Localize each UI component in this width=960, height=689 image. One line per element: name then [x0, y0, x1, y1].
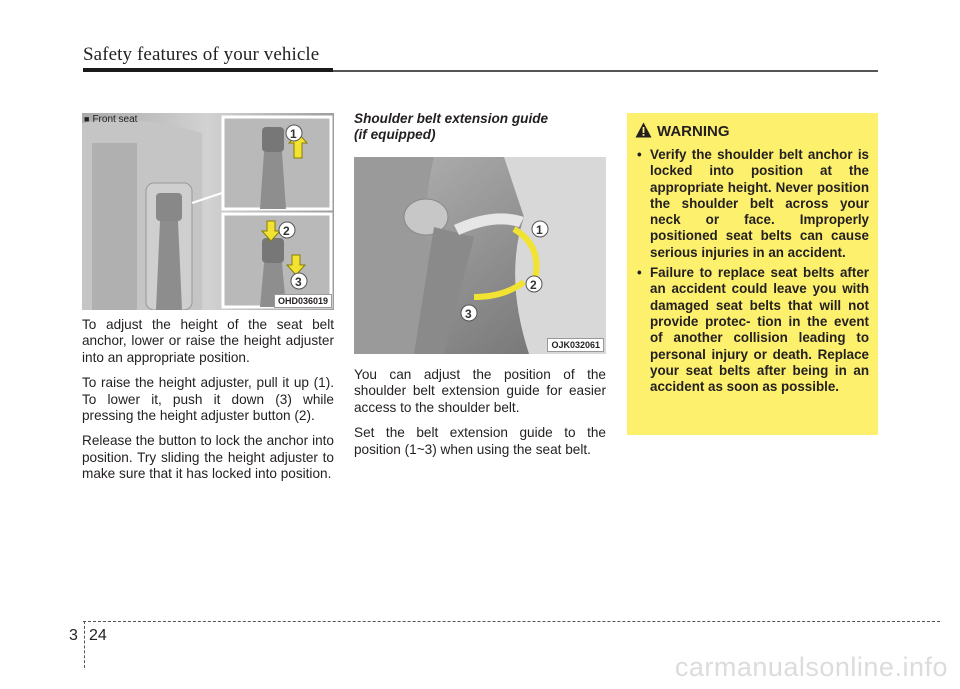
footer-rule — [83, 621, 940, 622]
paragraph: Set the belt extension guide to the position (1~3) when using the seat belt. — [354, 425, 606, 457]
figure-caption: ■ Front seat — [84, 114, 138, 125]
page-number: 24 — [89, 627, 107, 644]
paragraph: You can adjust the position of the shoulder belt extension guide for easier access to the shoulder belt. — [354, 367, 606, 415]
chapter-number: 3 — [69, 627, 78, 644]
header-title: Safety features of your vehicle — [83, 44, 320, 65]
warning-heading: WARNING — [657, 123, 730, 140]
list-item: • Failure to replace seat belts after an accident could leave you with damaged seat belts that will not provide protec- tion in the event of another collision leading to personal injury or death. Replace your seat belts after being in an accident as soon as possible. — [637, 265, 869, 395]
left-column-text — [82, 317, 334, 492]
warning-list — [637, 147, 869, 399]
paragraph: Release the button to lock the anchor into position. Try sliding the height adjuster to make sure that it has locked into position. — [82, 433, 334, 482]
header-rule — [83, 68, 333, 72]
figure-extension-guide — [354, 157, 606, 354]
extension-guide-illustration — [354, 157, 606, 354]
figure-code: OJK032061 — [547, 338, 604, 352]
callout-1: 1 — [536, 223, 543, 237]
figure-code: OHD036019 — [274, 294, 332, 308]
square-bullet-icon: ■ — [84, 114, 90, 124]
watermark: carmanualsonline.info — [674, 652, 948, 682]
list-item: • Verify the shoulder belt anchor is locked into position at the appropriate height. Never position the shoulder belt across your neck or face. Improperly positioned seat belts can cause serious injuries in an accident. — [637, 147, 869, 260]
callout-1: 1 — [290, 127, 297, 141]
footer-divider — [84, 621, 85, 668]
right-column-text — [354, 367, 606, 467]
warning-box — [627, 113, 878, 435]
warning-triangle-icon — [635, 122, 652, 138]
callout-2: 2 — [283, 224, 290, 238]
height-adjuster-illustration — [82, 113, 334, 310]
figure-height-adjuster — [82, 113, 334, 310]
callout-3: 3 — [465, 307, 472, 321]
paragraph: To adjust the height of the seat belt anchor, lower or raise the height adjuster into an appropriate position. — [82, 317, 334, 365]
paragraph: To raise the height adjuster, pull it up (1). To lower it, push it down (3) while pressing the height adjuster button (2). — [82, 375, 334, 424]
header-rule-thin — [333, 70, 878, 72]
section-title: Shoulder belt extension guide (if equipped) — [354, 111, 549, 142]
callout-3: 3 — [295, 275, 302, 289]
callout-2: 2 — [530, 278, 537, 292]
